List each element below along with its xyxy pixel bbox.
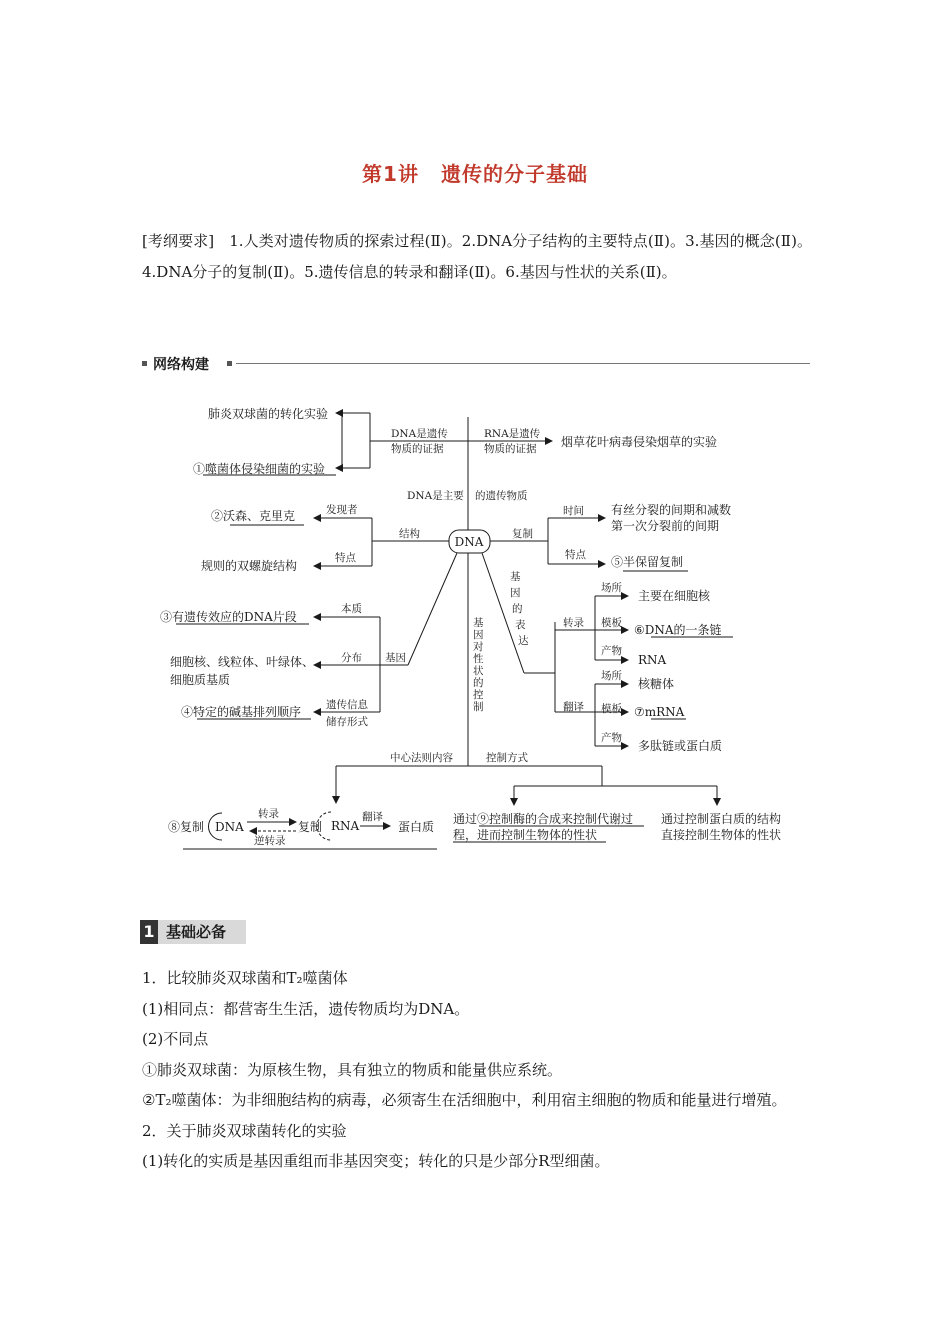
svg-text:因: 因 (473, 629, 484, 641)
section-label: 基础必备 (166, 923, 227, 941)
dna-evidence-1: DNA是遗传 (391, 428, 448, 440)
lecture-number: 第1讲 (362, 162, 419, 186)
section-heading (140, 920, 246, 944)
control-mode-label: 控制方式 (486, 752, 528, 764)
network-heading-label: 网络构建 (153, 357, 209, 373)
svg-text:性: 性 (473, 653, 484, 665)
svg-text:制: 制 (473, 701, 484, 713)
place2-label: 场所 (601, 670, 622, 682)
direct-control-1: 通过控制蛋白质的结构 (661, 812, 782, 826)
exam-requirements: [考纲要求] 1.人类对遗传物质的探索过程(Ⅱ)。2.DNA分子结构的主要特点(Ⅱ)。3.基因的概念(Ⅱ)。4.DNA分子的复制(Ⅱ)。5.遗传信息的转录和翻译(Ⅱ)。6.基因与性状的关系(Ⅱ)。 (142, 232, 812, 281)
replication-label: 复制 (512, 528, 533, 540)
dna-circle-label: DNA (215, 820, 244, 834)
svg-text:状: 状 (473, 665, 484, 677)
mrna-value: ⑦mRNA (634, 705, 685, 719)
svg-text:表: 表 (515, 619, 526, 631)
time-label: 时间 (563, 505, 584, 517)
transcribe-label: 转录 (258, 808, 279, 820)
paragraph: (1)转化的实质是基因重组而非基因突变；转化的只是少部分R型细菌。 (142, 1152, 610, 1170)
paragraph: 1．比较肺炎双球菌和T₂噬菌体 (142, 969, 348, 987)
svg-text:控: 控 (473, 689, 484, 701)
structure-label: 结构 (399, 528, 420, 540)
nucleus-value: 主要在细胞核 (638, 589, 711, 603)
svg-text:基: 基 (473, 617, 484, 629)
dna-main-1: DNA是主要 (407, 490, 464, 502)
rna-value: RNA (638, 653, 667, 667)
dna-evidence-2: 物质的证据 (391, 443, 444, 455)
time-value-2: 第一次分裂前的间期 (611, 519, 720, 533)
template-label: 模板 (601, 617, 622, 629)
paragraph: ②T₂噬菌体：为非细胞结构的病毒，必须寄生在活细胞中，利用宿主细胞的物质和能量进行增殖。 (142, 1091, 787, 1109)
body-text (142, 963, 812, 1177)
double-helix: 规则的双螺旋结构 (201, 559, 298, 573)
rna-replication-label: 复制 (298, 820, 323, 834)
gene-segment: ③有遗传效应的DNA片段 (160, 610, 297, 624)
paragraph: (2)不同点 (142, 1030, 209, 1048)
place-label: 场所 (601, 582, 622, 594)
one-strand-value: ⑥DNA的一条链 (634, 623, 722, 637)
svg-text:基: 基 (510, 571, 521, 583)
enzyme-control-1: 通过⑨控制酶的合成来控制代谢过 (453, 812, 634, 826)
locations-1: 细胞核、线粒体、叶绿体、 (170, 655, 315, 669)
distribution-label: 分布 (341, 652, 362, 664)
phage-experiment: ①噬菌体侵染细菌的实验 (193, 462, 326, 476)
protein-value: 多肽链或蛋白质 (638, 739, 723, 753)
central-dogma-label: 中心法则内容 (390, 752, 453, 764)
watson-crick: ②沃森、克里克 (211, 509, 296, 523)
rna-evidence-1: RNA是遗传 (484, 428, 541, 440)
enzyme-control-2: 程，进而控制生物体的性状 (453, 828, 598, 842)
paragraph: (1)相同点：都营寄生生活，遗传物质均为DNA。 (142, 999, 470, 1018)
feature-label: 特点 (335, 552, 356, 564)
direct-control-2: 直接控制生物体的性状 (661, 828, 782, 842)
svg-text:的: 的 (512, 603, 523, 615)
paragraph: ①肺炎双球菌：为原核生物，具有独立的物质和能量供应系统。 (142, 1060, 563, 1079)
gene-trait-label (473, 616, 484, 713)
svg-text:因: 因 (510, 587, 521, 599)
translate-label: 翻译 (362, 811, 383, 823)
svg-text:达: 达 (518, 635, 529, 647)
replication-8: ⑧复制 (168, 820, 205, 834)
svg-text:的: 的 (473, 677, 484, 689)
dna-main-2: 的遗传物质 (475, 490, 528, 502)
ribosome-value: 核糖体 (638, 677, 675, 691)
product-label: 产物 (601, 645, 622, 657)
pneumococcus-experiment: 肺炎双球菌的转化实验 (208, 407, 329, 421)
dna-node-label: DNA (454, 535, 484, 549)
feature2-label: 特点 (565, 549, 586, 561)
essence-label: 本质 (341, 603, 362, 615)
rna-circle-label: RNA (331, 819, 360, 833)
discoverer-label: 发现者 (326, 504, 358, 516)
svg-text:对: 对 (473, 641, 484, 653)
gene-expression-label (510, 570, 529, 647)
base-order: ④特定的碱基排列顺序 (181, 705, 302, 719)
rna-evidence-2: 物质的证据 (484, 443, 537, 455)
time-value-1: 有丝分裂的间期和减数 (611, 503, 732, 517)
section-number: 1 (140, 920, 158, 944)
product2-label: 产物 (601, 732, 622, 744)
tmv-experiment: 烟草花叶病毒侵染烟草的实验 (561, 435, 718, 449)
translation-label: 翻译 (563, 701, 584, 713)
transcription-label: 转录 (563, 617, 584, 629)
gene-label: 基因 (385, 652, 406, 664)
locations-2: 细胞质基质 (170, 673, 231, 687)
paragraph: 2．关于肺炎双球菌转化的实验 (142, 1121, 347, 1140)
semi-conservative: ⑤半保留复制 (611, 555, 684, 569)
storage-1: 遗传信息 (326, 699, 368, 711)
lecture-topic: 遗传的分子基础 (440, 162, 588, 186)
storage-2: 储存形式 (326, 716, 368, 728)
template2-label: 模板 (601, 703, 622, 715)
reverse-transcribe-label: 逆转录 (254, 835, 286, 847)
protein-label: 蛋白质 (398, 820, 435, 834)
